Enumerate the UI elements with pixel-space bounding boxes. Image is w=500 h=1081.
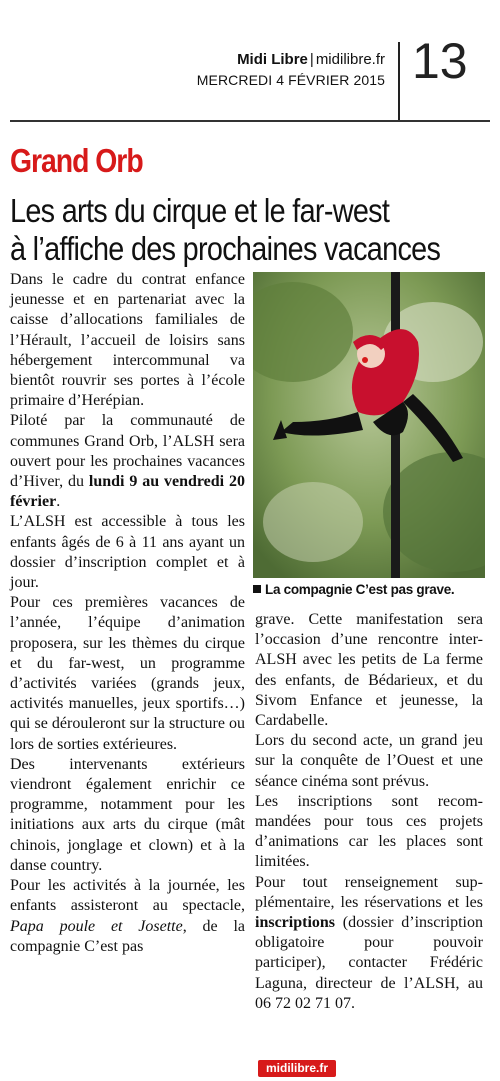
- article-kicker: Grand Orb: [10, 142, 143, 179]
- headline-line-1: Les arts du cirque et le far-west: [10, 193, 390, 230]
- paragraph: [10, 876, 245, 957]
- paragraph: [255, 873, 483, 1014]
- publication-line: [237, 51, 385, 68]
- paragraph-text: .: [56, 493, 61, 511]
- article-headline: [10, 193, 440, 269]
- paragraph: L’ALSH est accessible à tous les enfants âgés de 6 à 11 ans ayant un dossier d’inscription complet et à jour.: [10, 513, 245, 592]
- page-header: [0, 0, 500, 120]
- paragraph-text: Pour tout renseignement supplémentaire, les réservations et les: [255, 873, 483, 911]
- paragraph-text: , de la compagnie C’est pas: [10, 917, 245, 955]
- paragraph: [10, 411, 245, 512]
- header-divider: [398, 42, 400, 120]
- page-number: 13: [412, 33, 468, 89]
- show-title: Papa poule et Josette: [10, 917, 183, 935]
- header-rule: [10, 120, 490, 122]
- body-column-2: [255, 610, 483, 1014]
- dates-bold: lundi 9 au vendredi 20 février: [10, 473, 246, 511]
- issue-date: MERCREDI 4 FÉVRIER 2015: [196, 72, 385, 88]
- paragraph: Lors du second acte, un grand jeu sur la conquête de l’Ouest et une séance cinéma sont prévus.: [255, 732, 483, 790]
- website: midilibre.fr: [315, 51, 385, 68]
- circus-performer-image: [253, 272, 485, 578]
- paragraph-text: Piloté par la communauté de communes Grand Orb, l’ALSH sera ouvert pour les prochaines vacances d’Hiver, du: [10, 412, 245, 491]
- separator: |: [309, 51, 314, 68]
- paragraph: Dans le cadre du contrat enfance jeunesse et en partenariat avec la caisse d’allocations familiales de l’Hérault, l’accueil de loisirs sans hébergement intercommunal va bientôt rouvrir ses portes à l’école primaire d’Herépian.: [10, 271, 245, 410]
- paragraph: Des intervenants extérieurs viendront également enrichir ce programme, notamment pour les initiations aux arts du cirque (mât chinois, jonglage et clown) et à la danse country.: [10, 755, 245, 874]
- paragraph-text: Pour les activités à la journée, les enfants assisteront au spectacle,: [10, 877, 245, 915]
- photo-caption: [253, 582, 454, 597]
- article-photo: [253, 272, 485, 578]
- paragraph: Les inscriptions sont recommandées pour tous ces projets d’animations car les places sont limitées.: [255, 792, 483, 871]
- midilibre-logo: midilibre.fr: [258, 1060, 336, 1077]
- paragraph-text: (dossier d’inscription obligatoire pour pouvoir participer), contacter Frédéric Laguna, directeur de l’ALSH, au 06 72 02 71 07.: [255, 914, 483, 1012]
- body-column-1: [10, 270, 245, 957]
- inscriptions-bold: inscriptions: [255, 914, 336, 932]
- headline-line-2: à l’affiche des prochaines vacances: [10, 231, 441, 268]
- paragraph: grave. Cette manifestation sera l’occasion d’une rencontre inter-ALSH avec les petits de La ferme des enfants, de Bédarieux, et du Sivom Enfance et jeunesse, la Cardabelle.: [255, 611, 483, 730]
- publication-name: Midi Libre: [237, 51, 308, 68]
- caption-square-icon: [253, 585, 261, 593]
- paragraph: Pour ces premières vacances de l’année, l’équipe d’animation proposera, sur les thèmes du cirque et du far-west, un programme d’activités variées (grands jeux, activités manuelles, jeux sportifs…) qui se dérouleront sur la structure ou lors de sorties extérieures.: [10, 594, 245, 753]
- caption-text: La compagnie C’est pas grave.: [265, 582, 455, 597]
